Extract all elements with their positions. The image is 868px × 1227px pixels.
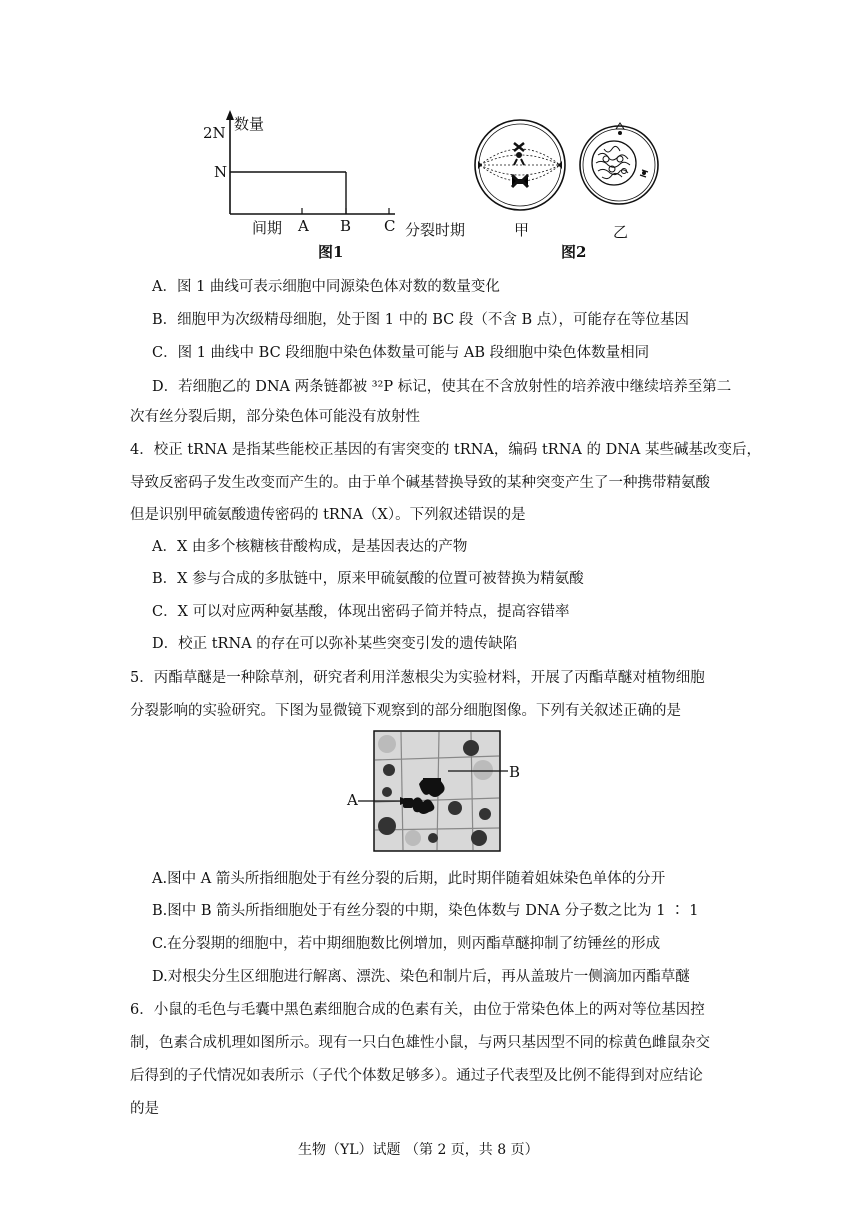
x-tick-c: C	[384, 217, 396, 235]
q5-stem-line1: 5．丙酯草醚是一种除草剂，研究者利用洋葱根尖为实验材料，开展了丙酯草醚对植物细胞	[130, 670, 705, 686]
micrograph	[373, 730, 501, 852]
x-tick-a: A	[298, 217, 309, 235]
figure2-caption: 图2	[561, 243, 587, 261]
q5-option-b: B.图中 B 箭头所指细胞处于有丝分裂的中期，染色体数与 DNA 分子数之比为 1 ∶ 1	[152, 903, 699, 919]
q4-stem-line3: 但是识别甲硫氨酸遗传密码的 tRNA（X）。下列叙述错误的是	[130, 507, 526, 523]
arrow-b	[448, 766, 510, 776]
q4-option-c: C．X 可以对应两种氨基酸，体现出密码子简并特点，提高容错率	[152, 604, 570, 620]
cell-jia-label: 甲	[514, 221, 530, 239]
q5-option-a: A.图中 A 箭头所指细胞处于有丝分裂的后期，此时期伴随着姐妹染色单体的分开	[152, 871, 666, 887]
q5-option-c: C.在分裂期的细胞中，若中期细胞数比例增加，则丙酯草醚抑制了纺锤丝的形成	[152, 936, 661, 952]
q3-option-d-line2: 次有丝分裂后期，部分染色体可能没有放射性	[130, 409, 420, 425]
q4-option-d: D．校正 tRNA 的存在可以弥补某些突变引发的遗传缺陷	[152, 636, 518, 652]
q6-stem-line3: 后得到的子代情况如表所示（子代个体数足够多）。通过子代表型及比例不能得到对应结论	[130, 1068, 703, 1084]
q3-option-c: C．图 1 曲线中 BC 段细胞中染色体数量可能与 AB 段细胞中染色体数量相同	[152, 345, 650, 361]
q5-option-d: D.对根尖分生区细胞进行解离、漂洗、染色和制片后，再从盖玻片一侧滴加丙酯草醚	[152, 969, 690, 985]
q6-stem-line4: 的是	[130, 1101, 159, 1117]
q3-option-d-line1: D．若细胞乙的 DNA 两条链都被 ³²P 标记，使其在不含放射性的培养液中继续培养至第二	[152, 379, 732, 395]
q4-option-a: A．X 由多个核糖核苷酸构成，是基因表达的产物	[152, 539, 468, 555]
q3-option-a: A．图 1 曲线可表示细胞中同源染色体对数的数量变化	[152, 279, 500, 295]
q4-stem-line2: 导致反密码子发生改变而产生的。由于单个碱基替换导致的某种突变产生了一种携带精氨酸	[130, 475, 710, 491]
y-tick-n: N	[214, 163, 228, 181]
micrograph-label-b: B	[509, 763, 521, 781]
q3-option-b: B．细胞甲为次级精母细胞，处于图 1 中的 BC 段（不含 B 点），可能存在等位基因	[152, 312, 689, 328]
x-axis-label: 分裂时期	[405, 221, 466, 239]
cell-yi-label: 乙	[613, 223, 629, 241]
y-axis-label: 数量	[234, 115, 265, 133]
q5-stem-line2: 分裂影响的实验研究。下图为显微镜下观察到的部分细胞图像。下列有关叙述正确的是	[130, 703, 681, 719]
x-tick-interphase: 间期	[252, 219, 283, 237]
arrow-a	[358, 796, 410, 806]
x-tick-b: B	[340, 217, 352, 235]
figure1-caption: 图1	[318, 243, 344, 261]
cell-yi	[578, 115, 664, 215]
cell-jia	[472, 115, 568, 215]
q6-stem-line1: 6．小鼠的毛色与毛囊中黑色素细胞合成的色素有关，由位于常染色体上的两对等位基因控	[130, 1002, 705, 1018]
page-footer: 生物（YL）试题 （第 2 页，共 8 页）	[298, 1142, 539, 1158]
q4-option-b: B．X 参与合成的多肽链中，原来甲硫氨酸的位置可被替换为精氨酸	[152, 571, 584, 587]
y-tick-2n: 2N	[203, 124, 226, 142]
q4-stem-line1: 4．校正 tRNA 是指某些能校正基因的有害突变的 tRNA，编码 tRNA 的 DNA 某些碱基改变后，	[130, 442, 761, 458]
micrograph-label-a: A	[347, 791, 358, 809]
q6-stem-line2: 制，色素合成机理如图所示。现有一只白色雄性小鼠，与两只基因型不同的棕黄色雌鼠杂交	[130, 1035, 710, 1051]
